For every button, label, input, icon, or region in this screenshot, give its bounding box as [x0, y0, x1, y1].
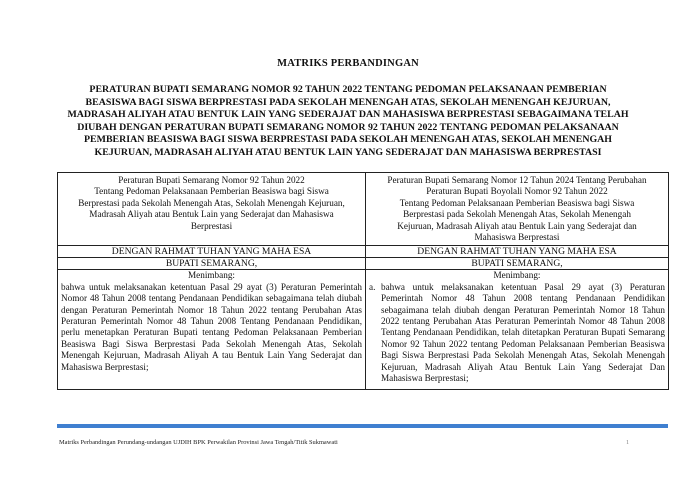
- header-line: Berprestasi: [190, 220, 233, 231]
- table-row: [58, 270, 669, 389]
- considering-paragraph: bahwa untuk melaksanakan ketentuan Pasal 29 ayat (3) Peraturan Pemerintah Nomor 48 Tahun 2008 tentang Pendanaan Pendidikan sebagaimana telah diubah dengan Peraturan Pemerintah Nomor 18 Tahun 2022 tentang Perubahan Atas Peraturan Pemerintah Nomor 48 Tahun 2008 Tentang Pendanaan Pendidikan, telah ditetapkan Peraturan Bupati Semarang Nomor 92 Tahun 2022 tentang Pedoman Pelaksanaan Pemberian Beasiswa Bagi Siswa Berprestasi Pada Sekolah Menengah Atas, Sekolah Menengah Kejuruan, Madrasah Aliyah Atau Bentuk Lain Yang Sederajat Dan Mahasiswa Berprestasi;: [381, 281, 665, 384]
- left-official-cell: BUPATI SEMARANG,: [58, 258, 366, 270]
- header-line: Tentang Pedoman Pelaksanaan Pemberian Beasiswa bagi Siswa: [399, 197, 635, 208]
- right-header-cell: [366, 173, 669, 246]
- subtitle-line: PEMBERIAN BEASISWA BAGI SISWA BERPRESTASI PADA SEKOLAH MENENGAH ATAS, SEKOLAH MENENGAH: [84, 134, 612, 146]
- left-body-cell: [58, 270, 366, 389]
- right-official-cell: BUPATI SEMARANG,: [366, 258, 669, 270]
- table-row: [58, 173, 669, 246]
- table-row: [58, 258, 669, 270]
- subtitle-line: DIUBAH DENGAN PERATURAN BUPATI SEMARANG NOMOR 92 TAHUN 2022 TENTANG PEDOMAN PELAKSANAAN: [77, 121, 619, 133]
- subtitle-line: PERATURAN BUPATI SEMARANG NOMOR 92 TAHUN 2022 TENTANG PEDOMAN PELAKSANAAN PEMBERIAN: [89, 84, 607, 95]
- subtitle-line: MADRASAH ALIYAH ATAU BENTUK LAIN YANG SEDERAJAT DAN MAHASISWA BERPRESTASI SEBAGAIMANA TELAH: [67, 109, 629, 121]
- item-letter: a.: [369, 281, 376, 292]
- considering-item: [369, 282, 665, 385]
- considering-heading: Menimbang:: [188, 270, 235, 281]
- header-line: Peraturan Bupati Semarang Nomor 92 Tahun 2022: [118, 175, 305, 185]
- document-title: MATRIKS PERBANDINGAN: [277, 58, 419, 69]
- header-line: Berprestasi pada Sekolah Menengah Atas, Sekolah Menengah: [403, 209, 631, 220]
- header-line: Mahasiswa Berprestasi: [474, 232, 560, 243]
- considering-heading: Menimbang:: [493, 270, 541, 281]
- page-number: 1: [626, 439, 630, 446]
- right-opening-cell: DENGAN RAHMAT TUHAN YANG MAHA ESA: [366, 246, 669, 258]
- left-opening-cell: DENGAN RAHMAT TUHAN YANG MAHA ESA: [58, 246, 366, 258]
- header-line: Madrasah Aliyah atau Bentuk Lain yang Sederajat dan Mahasiswa: [89, 209, 334, 220]
- comparison-table: [57, 172, 669, 390]
- header-line: Kejuruan, Madrasah Aliyah atau Bentuk Lain yang Sederajat dan: [397, 220, 637, 231]
- header-line: Tentang Pedoman Pelaksanaan Pemberian Beasiswa bagi Siswa: [94, 186, 329, 197]
- footer-text: Matriks Perbandingan Perundang-undangan UJDIH BPK Perwakilan Provinsi Jawa Tengah/Titik Sukmawati: [59, 439, 338, 446]
- document-subtitle: [56, 84, 640, 160]
- subtitle-line: KEJURUAN, MADRASAH ALIYAH ATAU BENTUK LAIN YANG SEDERAJAT DAN MAHASISWA BERPRESTASI: [94, 146, 602, 158]
- footer-rule: [57, 424, 668, 428]
- right-body-cell: [366, 270, 669, 389]
- header-line: Peraturan Bupati Boyolali Nomor 92 Tahun 2022: [426, 186, 608, 197]
- header-line: Peraturan Bupati Semarang Nomor 12 Tahun 2024 Tentang Perubahan: [387, 175, 647, 185]
- considering-paragraph: bahwa untuk melaksanakan ketentuan Pasal 29 ayat (3) Peraturan Pemerintah Nomor 48 Tahun 2008 tentang Pendanaan Pendidikan sebagaimana telah diubah dengan Peraturan Pemerintah Nomor 18 Tahun 2022 tentang Perubahan Atas Peraturan Pemerintah Nomor 48 Tahun 2008 Tentang Pendanaan Pendidikan, perlu menetapkan Peraturan Bupati tentang Pedoman Pelaksanaan Pemberian Beasiswa Bagi Siswa Berprestasi Pada Sekolah Menengah Atas, Sekolah Menengah Kejuruan, Madrasah Aliyah A tau Bentuk Lain Yang Sederajat dan Mahasiswa Berprestasi;: [61, 281, 362, 372]
- subtitle-line: BEASISWA BAGI SISWA BERPRESTASI PADA SEKOLAH MENENGAH ATAS, SEKOLAH MENENGAH KEJURUAN,: [85, 96, 611, 108]
- header-line: Berprestasi pada Sekolah Menengah Atas, Sekolah Menengah Kejuruan,: [78, 197, 345, 208]
- left-header-cell: [58, 173, 366, 246]
- table-row: [58, 246, 669, 258]
